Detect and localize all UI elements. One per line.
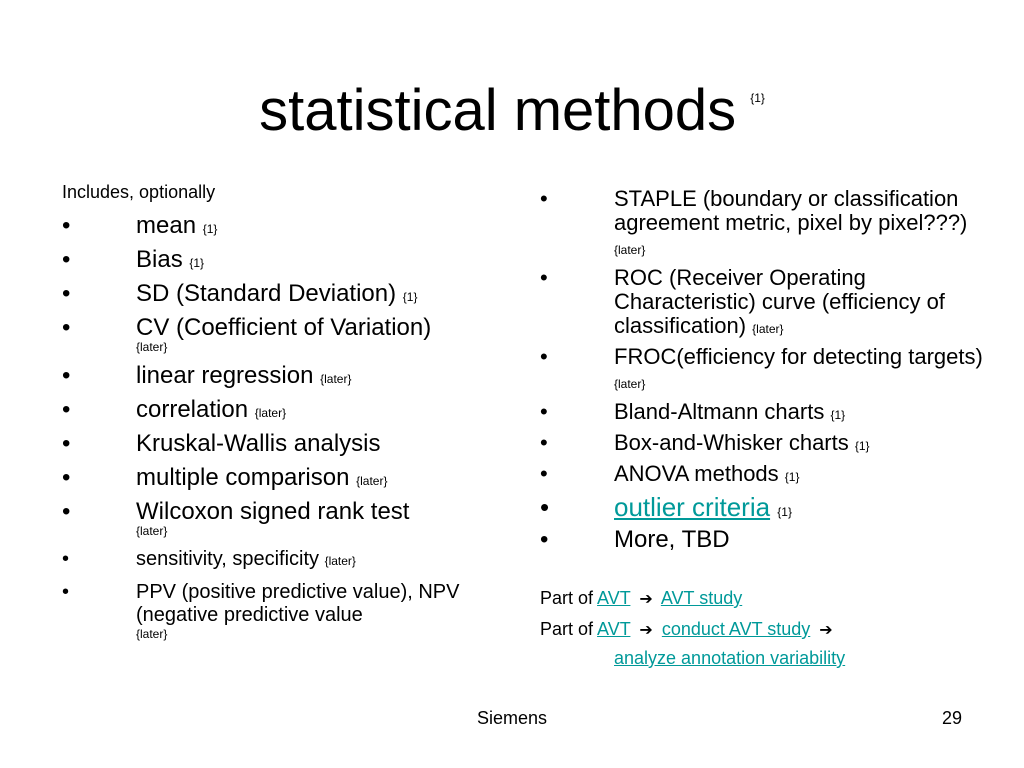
- list-item: [540, 431, 990, 455]
- bullet: •: [540, 399, 548, 424]
- list-item: [62, 316, 502, 354]
- bullet: •: [62, 280, 71, 307]
- list-item: [540, 493, 990, 521]
- bullet: •: [62, 314, 71, 341]
- slide-title-text: statistical methods: [259, 78, 737, 143]
- list-item-text: ROC (Receiver Operating Characteristic) curve (efficiency of classification): [614, 265, 945, 338]
- arrow-right-icon: ➔: [639, 620, 653, 639]
- bullet: •: [62, 581, 70, 603]
- bullet: •: [540, 461, 548, 486]
- list-item-text: Bias: [136, 246, 183, 273]
- list-item-tag: {1}: [854, 439, 870, 453]
- list-item-text: linear regression: [136, 362, 314, 389]
- list-item-tag: {later}: [324, 554, 356, 568]
- bullet: •: [540, 430, 548, 455]
- list-item-text: Bland-Altmann charts: [614, 399, 825, 424]
- list-item: [62, 398, 502, 422]
- list-item-text: Wilcoxon signed rank test: [136, 498, 410, 525]
- list-item-tag: {later}: [136, 627, 168, 641]
- list-item: [62, 432, 502, 456]
- left-column: [62, 180, 502, 641]
- list-item: [540, 187, 990, 259]
- list-item: [540, 266, 990, 338]
- slide-title: [0, 64, 1024, 145]
- list-item: [540, 345, 990, 393]
- list-item-text: multiple comparison: [136, 464, 350, 491]
- list-item: [62, 364, 502, 388]
- list-item-text: SD (Standard Deviation): [136, 280, 397, 307]
- list-item-text: FROC(efficiency for detecting targets): [614, 344, 983, 369]
- list-item: [62, 214, 502, 238]
- list-item: [62, 548, 502, 571]
- bullet: •: [62, 548, 70, 570]
- list-item-tag: {1}: [189, 256, 205, 270]
- list-item-tag: {1}: [830, 408, 846, 422]
- list-item-text: PPV (positive predictive value), NPV (negative predictive value: [136, 581, 460, 626]
- list-item-tag: {later}: [254, 406, 287, 420]
- list-item: [62, 282, 502, 306]
- bullet: •: [540, 492, 550, 522]
- list-item-tag: {1}: [202, 222, 218, 236]
- part-of-line: [540, 617, 990, 670]
- slide-title-tag: {1}: [750, 91, 765, 105]
- bullet: •: [62, 396, 71, 423]
- outlier-criteria-link[interactable]: outlier criteria: [614, 492, 771, 522]
- list-item: [540, 462, 990, 486]
- list-item-tag: {later}: [614, 243, 646, 257]
- list-item-text: CV (Coefficient of Variation): [136, 314, 432, 341]
- bullet: •: [540, 526, 549, 553]
- avt-link[interactable]: AVT: [597, 619, 631, 639]
- bullet: •: [540, 344, 548, 369]
- list-item-tag: {later}: [320, 372, 352, 386]
- list-item: [62, 581, 502, 641]
- list-item: [62, 466, 502, 490]
- list-item-tag: {later}: [356, 474, 388, 488]
- bullet: •: [540, 265, 548, 290]
- arrow-right-icon: ➔: [819, 620, 833, 639]
- list-item-text: More, TBD: [614, 526, 730, 553]
- conduct-avt-study-link[interactable]: conduct AVT study: [661, 619, 811, 639]
- bullet: •: [62, 246, 71, 273]
- list-item-tag: {1}: [402, 290, 418, 304]
- page-number: 29: [941, 708, 962, 728]
- intro-text: Includes, optionally: [62, 182, 216, 202]
- list-item-tag: {1}: [784, 470, 800, 484]
- list-item-tag: {later}: [614, 377, 646, 391]
- avt-study-link[interactable]: AVT study: [660, 588, 743, 608]
- list-item-tag: {later}: [136, 340, 168, 354]
- bullet: •: [540, 186, 548, 211]
- part-of-line: [540, 586, 990, 611]
- list-item: [62, 248, 502, 272]
- analyze-annotation-variability-link[interactable]: analyze annotation variability: [614, 648, 846, 668]
- list-item-tag: {1}: [777, 505, 792, 519]
- list-item-text: ANOVA methods: [614, 461, 779, 486]
- list-item: [540, 400, 990, 424]
- list-item-text: mean: [136, 212, 197, 239]
- list-item-tag: {later}: [136, 524, 168, 538]
- bullet: •: [62, 464, 71, 491]
- part-of-prefix: Part of: [540, 588, 594, 608]
- list-item-text: STAPLE (boundary or classification agreement metric, pixel by pixel???): [614, 186, 968, 235]
- footer-company: Siemens: [476, 708, 548, 728]
- list-item-text: correlation: [136, 396, 249, 423]
- bullet: •: [62, 362, 71, 389]
- list-item-text: Kruskal-Wallis analysis: [136, 430, 381, 457]
- list-item: [540, 528, 990, 552]
- right-column: [540, 180, 990, 670]
- list-item: [62, 500, 502, 538]
- bullet: •: [62, 212, 71, 239]
- part-of-prefix: Part of: [540, 619, 594, 639]
- list-item-text: sensitivity, specificity: [136, 548, 320, 570]
- arrow-right-icon: ➔: [639, 589, 653, 608]
- avt-link[interactable]: AVT: [597, 588, 631, 608]
- list-item-text: Box-and-Whisker charts: [614, 430, 849, 455]
- bullet: •: [62, 430, 71, 457]
- bullet: •: [62, 498, 71, 525]
- list-item-tag: {later}: [752, 322, 784, 336]
